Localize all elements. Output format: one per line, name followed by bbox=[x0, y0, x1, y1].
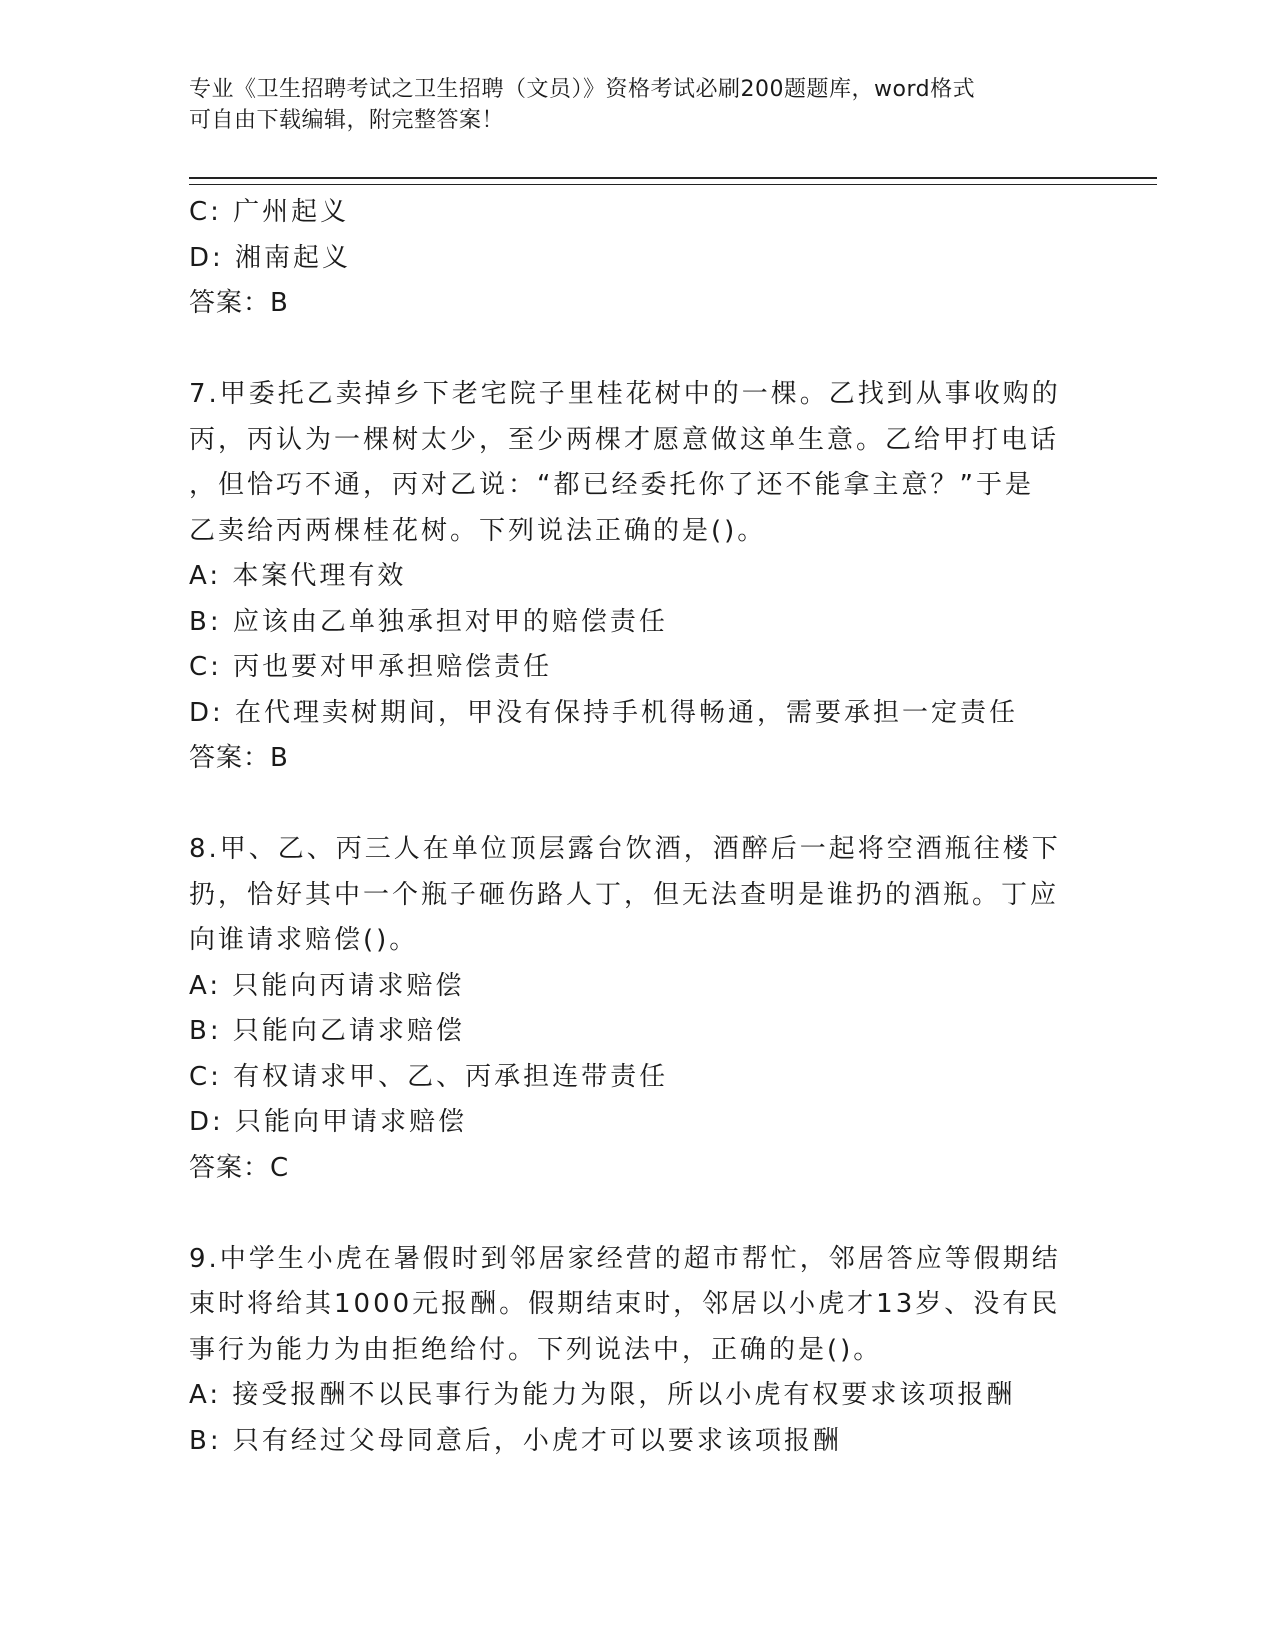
question-stem-line: 7.甲委托乙卖掉乡下老宅院子里桂花树中的一棵。乙找到从事收购的 bbox=[189, 379, 1061, 409]
question-stem-line: 9.中学生小虎在暑假时到邻居家经营的超市帮忙，邻居答应等假期结 bbox=[189, 1243, 1061, 1274]
option-a: A: 接受报酬不以民事行为能力为限，所以小虎有权要求该项报酬 bbox=[189, 1380, 1016, 1410]
question-stem-line: 乙卖给丙两棵桂花树。下列说法正确的是()。 bbox=[189, 515, 767, 546]
option-b: B: 应该由乙单独承担对甲的赔偿责任 bbox=[189, 606, 668, 637]
question-7 bbox=[189, 372, 1089, 782]
question-stem-line: 事行为能力为由拒绝给付。下列说法中，正确的是()。 bbox=[189, 1334, 883, 1365]
option-c: C: 有权请求甲、乙、丙承担连带责任 bbox=[189, 1061, 669, 1092]
question-content bbox=[189, 190, 1089, 1464]
page-header bbox=[189, 74, 1069, 136]
question-stem-line: 束时将给其1000元报酬。假期结束时，邻居以小虎才13岁、没有民 bbox=[189, 1289, 1061, 1319]
header-rule-thick bbox=[189, 177, 1157, 179]
question-8 bbox=[189, 827, 1089, 1191]
answer-line: 答案：C bbox=[189, 1152, 290, 1183]
question-stem-line: 扔，恰好其中一个瓶子砸伤路人丁，但无法查明是谁扔的酒瓶。丁应 bbox=[189, 879, 1060, 910]
question-stem-line: ，但恰巧不通，丙对乙说：“都已经委托你了还不能拿主意？”于是 bbox=[189, 470, 1034, 500]
question-stem-line: 向谁请求赔偿()。 bbox=[189, 925, 419, 955]
option-d: D: 在代理卖树期间，甲没有保持手机得畅通，需要承担一定责任 bbox=[189, 697, 1019, 728]
question-stem-line: 丙，丙认为一棵树太少，至少两棵才愿意做这单生意。乙给甲打电话 bbox=[189, 424, 1060, 455]
header-rule-thin bbox=[189, 184, 1157, 185]
question-stem-line: 8.甲、乙、丙三人在单位顶层露台饮酒，酒醉后一起将空酒瓶往楼下 bbox=[189, 834, 1061, 864]
option-a: A: 只能向丙请求赔偿 bbox=[189, 970, 465, 1001]
option-c: C: 丙也要对甲承担赔偿责任 bbox=[189, 652, 553, 682]
option-c: C: 广州起义 bbox=[189, 197, 350, 227]
answer-line: 答案：B bbox=[189, 288, 289, 318]
spacer bbox=[189, 327, 1089, 373]
option-d: D: 湘南起义 bbox=[189, 242, 352, 273]
question-9 bbox=[189, 1237, 1089, 1465]
spacer bbox=[189, 1191, 1089, 1237]
header-line-2: 可自由下载编辑，附完整答案！ bbox=[189, 108, 505, 133]
option-b: B: 只能向乙请求赔偿 bbox=[189, 1016, 465, 1046]
header-line-1: 专业《卫生招聘考试之卫生招聘（文员）》资格考试必刷200题题库，word格式 bbox=[189, 77, 976, 102]
question-6-tail bbox=[189, 190, 1089, 327]
option-d: D: 只能向甲请求赔偿 bbox=[189, 1107, 468, 1137]
option-b: B: 只有经过父母同意后，小虎才可以要求该项报酬 bbox=[189, 1425, 842, 1456]
answer-line: 答案：B bbox=[189, 743, 289, 773]
option-a: A: 本案代理有效 bbox=[189, 561, 407, 591]
spacer bbox=[189, 782, 1089, 828]
